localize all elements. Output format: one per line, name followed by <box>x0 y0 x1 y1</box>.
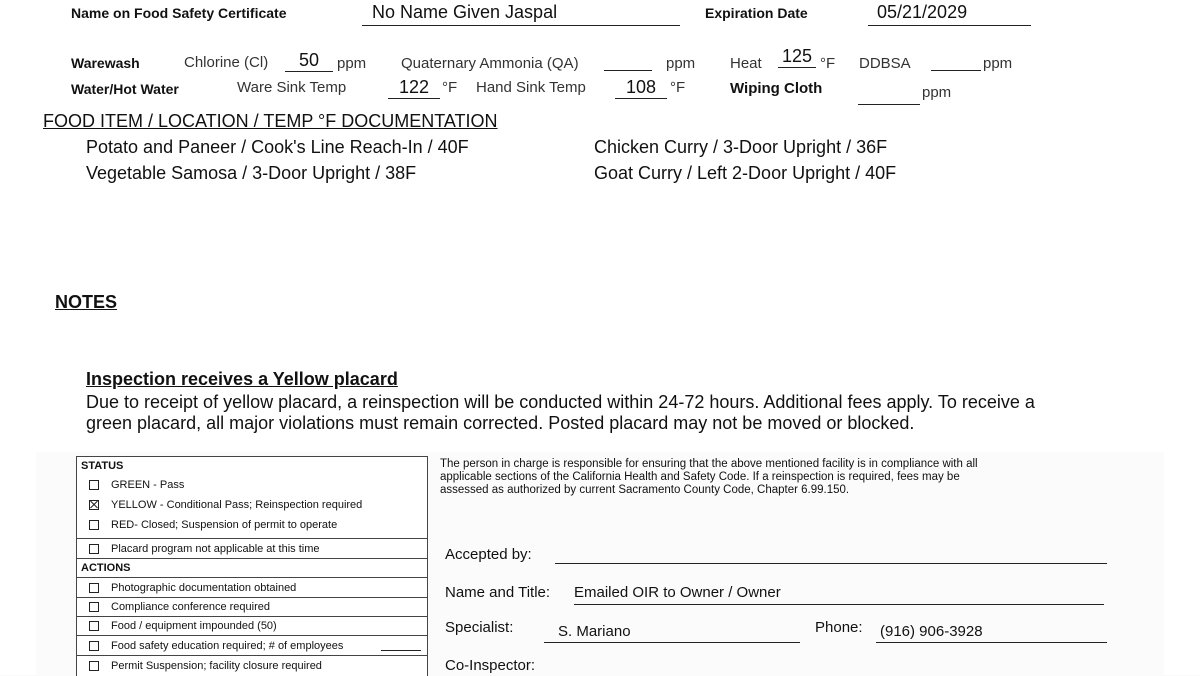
status-not-applicable-label: Placard program not applicable at this time <box>111 542 320 555</box>
notes-heading: NOTES <box>55 292 118 312</box>
expiration-label: Expiration Date <box>705 5 808 21</box>
checkbox-not-applicable[interactable] <box>89 544 99 554</box>
qa-unit: ppm <box>666 55 696 72</box>
qa-label: Quaternary Ammonia (QA) <box>401 55 579 72</box>
name-title-value[interactable]: Emailed OIR to Owner / Owner <box>574 584 1104 605</box>
heat-unit: °F <box>820 55 836 72</box>
accepted-by-line[interactable] <box>555 563 1107 564</box>
action-education-label: Food safety education required; # of employees <box>111 639 344 652</box>
responsibility-statement <box>440 458 978 497</box>
status-red-label: RED- Closed; Suspension of permit to operate <box>111 519 338 531</box>
action-photo-label: Photographic documentation obtained <box>111 581 297 594</box>
food-item-3: Chicken Curry / 3-Door Upright / 36F <box>594 137 888 157</box>
actions-heading: ACTIONS <box>81 562 131 574</box>
food-item-2: Vegetable Samosa / 3-Door Upright / 38F <box>86 163 417 183</box>
wiping-cloth-value-line <box>858 88 920 105</box>
status-yellow-label: YELLOW - Conditional Pass; Reinspection required <box>111 499 363 511</box>
food-item-4: Goat Curry / Left 2-Door Upright / 40F <box>594 163 897 183</box>
responsibility-line-3: assessed as authorized by current Sacramento County Code, Chapter 6.99.150. <box>440 484 850 496</box>
food-temp-heading: FOOD ITEM / LOCATION / TEMP °F DOCUMENTATION <box>43 111 498 131</box>
status-actions-table <box>76 456 428 676</box>
ware-sink-value: 122 <box>388 77 440 99</box>
checkbox-red[interactable] <box>89 520 99 530</box>
checkbox-impound[interactable] <box>89 621 99 631</box>
action-conference-label: Compliance conference required <box>111 601 270 613</box>
status-heading: STATUS <box>81 460 124 472</box>
action-impound-label: Food / equipment impounded (50) <box>111 620 277 632</box>
notes-line-1: Due to receipt of yellow placard, a reinspection will be conducted within 24-72 hours. Additional fees apply. To receive a <box>86 392 1035 412</box>
checkbox-yellow[interactable] <box>89 500 99 510</box>
action-row-suspension[interactable] <box>77 655 427 675</box>
checkbox-conference[interactable] <box>89 602 99 612</box>
chlorine-value: 50 <box>285 50 333 72</box>
status-green-label: GREEN - Pass <box>111 479 185 491</box>
responsibility-line-2: applicable sections of the California Health and Safety Code. If a reinspection is required, fees may be <box>440 471 960 483</box>
responsibility-line-1: The person in charge is responsible for ensuring that the above mentioned facility is in compliance with all <box>440 458 978 470</box>
chlorine-label: Chlorine (Cl) <box>184 54 269 71</box>
ware-sink-unit: °F <box>442 79 458 96</box>
ware-sink-label: Ware Sink Temp <box>237 79 347 96</box>
specialist-value[interactable]: S. Mariano <box>544 623 800 643</box>
water-label: Water/Hot Water <box>71 81 179 97</box>
action-row-photo[interactable] <box>77 577 427 597</box>
status-heading-row <box>77 457 427 475</box>
hand-sink-unit: °F <box>670 79 686 96</box>
qa-value-line <box>604 54 652 71</box>
chlorine-unit: ppm <box>337 55 367 72</box>
status-row-not-applicable[interactable] <box>77 538 427 558</box>
checkbox-green[interactable] <box>89 480 99 490</box>
accepted-by-label: Accepted by: <box>445 546 532 563</box>
action-suspension-label: Permit Suspension; facility closure required <box>111 659 322 672</box>
checkbox-photo[interactable] <box>89 583 99 593</box>
actions-heading-row <box>77 558 427 577</box>
checkbox-suspension[interactable] <box>89 661 99 671</box>
action-row-education[interactable] <box>77 635 427 655</box>
expiration-value: 05/21/2029 <box>868 2 1031 26</box>
specialist-label: Specialist: <box>445 619 514 636</box>
ddbsa-unit: ppm <box>983 55 1013 72</box>
food-item-1: Potato and Paneer / Cook's Line Reach-In / 40F <box>86 137 469 157</box>
checkbox-education[interactable] <box>89 641 99 651</box>
wiping-cloth-label: Wiping Cloth <box>730 80 823 97</box>
employees-count-line <box>381 650 421 651</box>
warewash-label: Warewash <box>71 55 140 71</box>
action-row-impound[interactable] <box>77 616 427 635</box>
placard-title: Inspection receives a Yellow placard <box>86 369 398 389</box>
name-title-label: Name and Title: <box>445 584 551 601</box>
phone-value[interactable]: (916) 906-3928 <box>876 623 1107 643</box>
action-row-conference[interactable] <box>77 597 427 616</box>
heat-label: Heat <box>730 55 762 72</box>
ddbsa-value-line <box>931 54 981 71</box>
phone-label: Phone: <box>815 619 863 636</box>
hand-sink-value: 108 <box>615 77 667 99</box>
co-inspector-label: Co-Inspector: <box>445 657 536 674</box>
certificate-value: No Name Given Jaspal <box>362 2 680 26</box>
certificate-label: Name on Food Safety Certificate <box>71 5 287 21</box>
notes-line-2: green placard, all major violations must remain corrected. Posted placard may not be moved or blocked. <box>86 413 915 433</box>
wiping-cloth-unit: ppm <box>922 84 952 101</box>
status-row-red[interactable] <box>77 515 427 535</box>
heat-value: 125 <box>778 46 816 68</box>
status-row-green[interactable] <box>77 475 427 495</box>
ddbsa-label: DDBSA <box>859 55 911 72</box>
status-row-yellow[interactable] <box>77 495 427 515</box>
hand-sink-label: Hand Sink Temp <box>476 79 586 96</box>
